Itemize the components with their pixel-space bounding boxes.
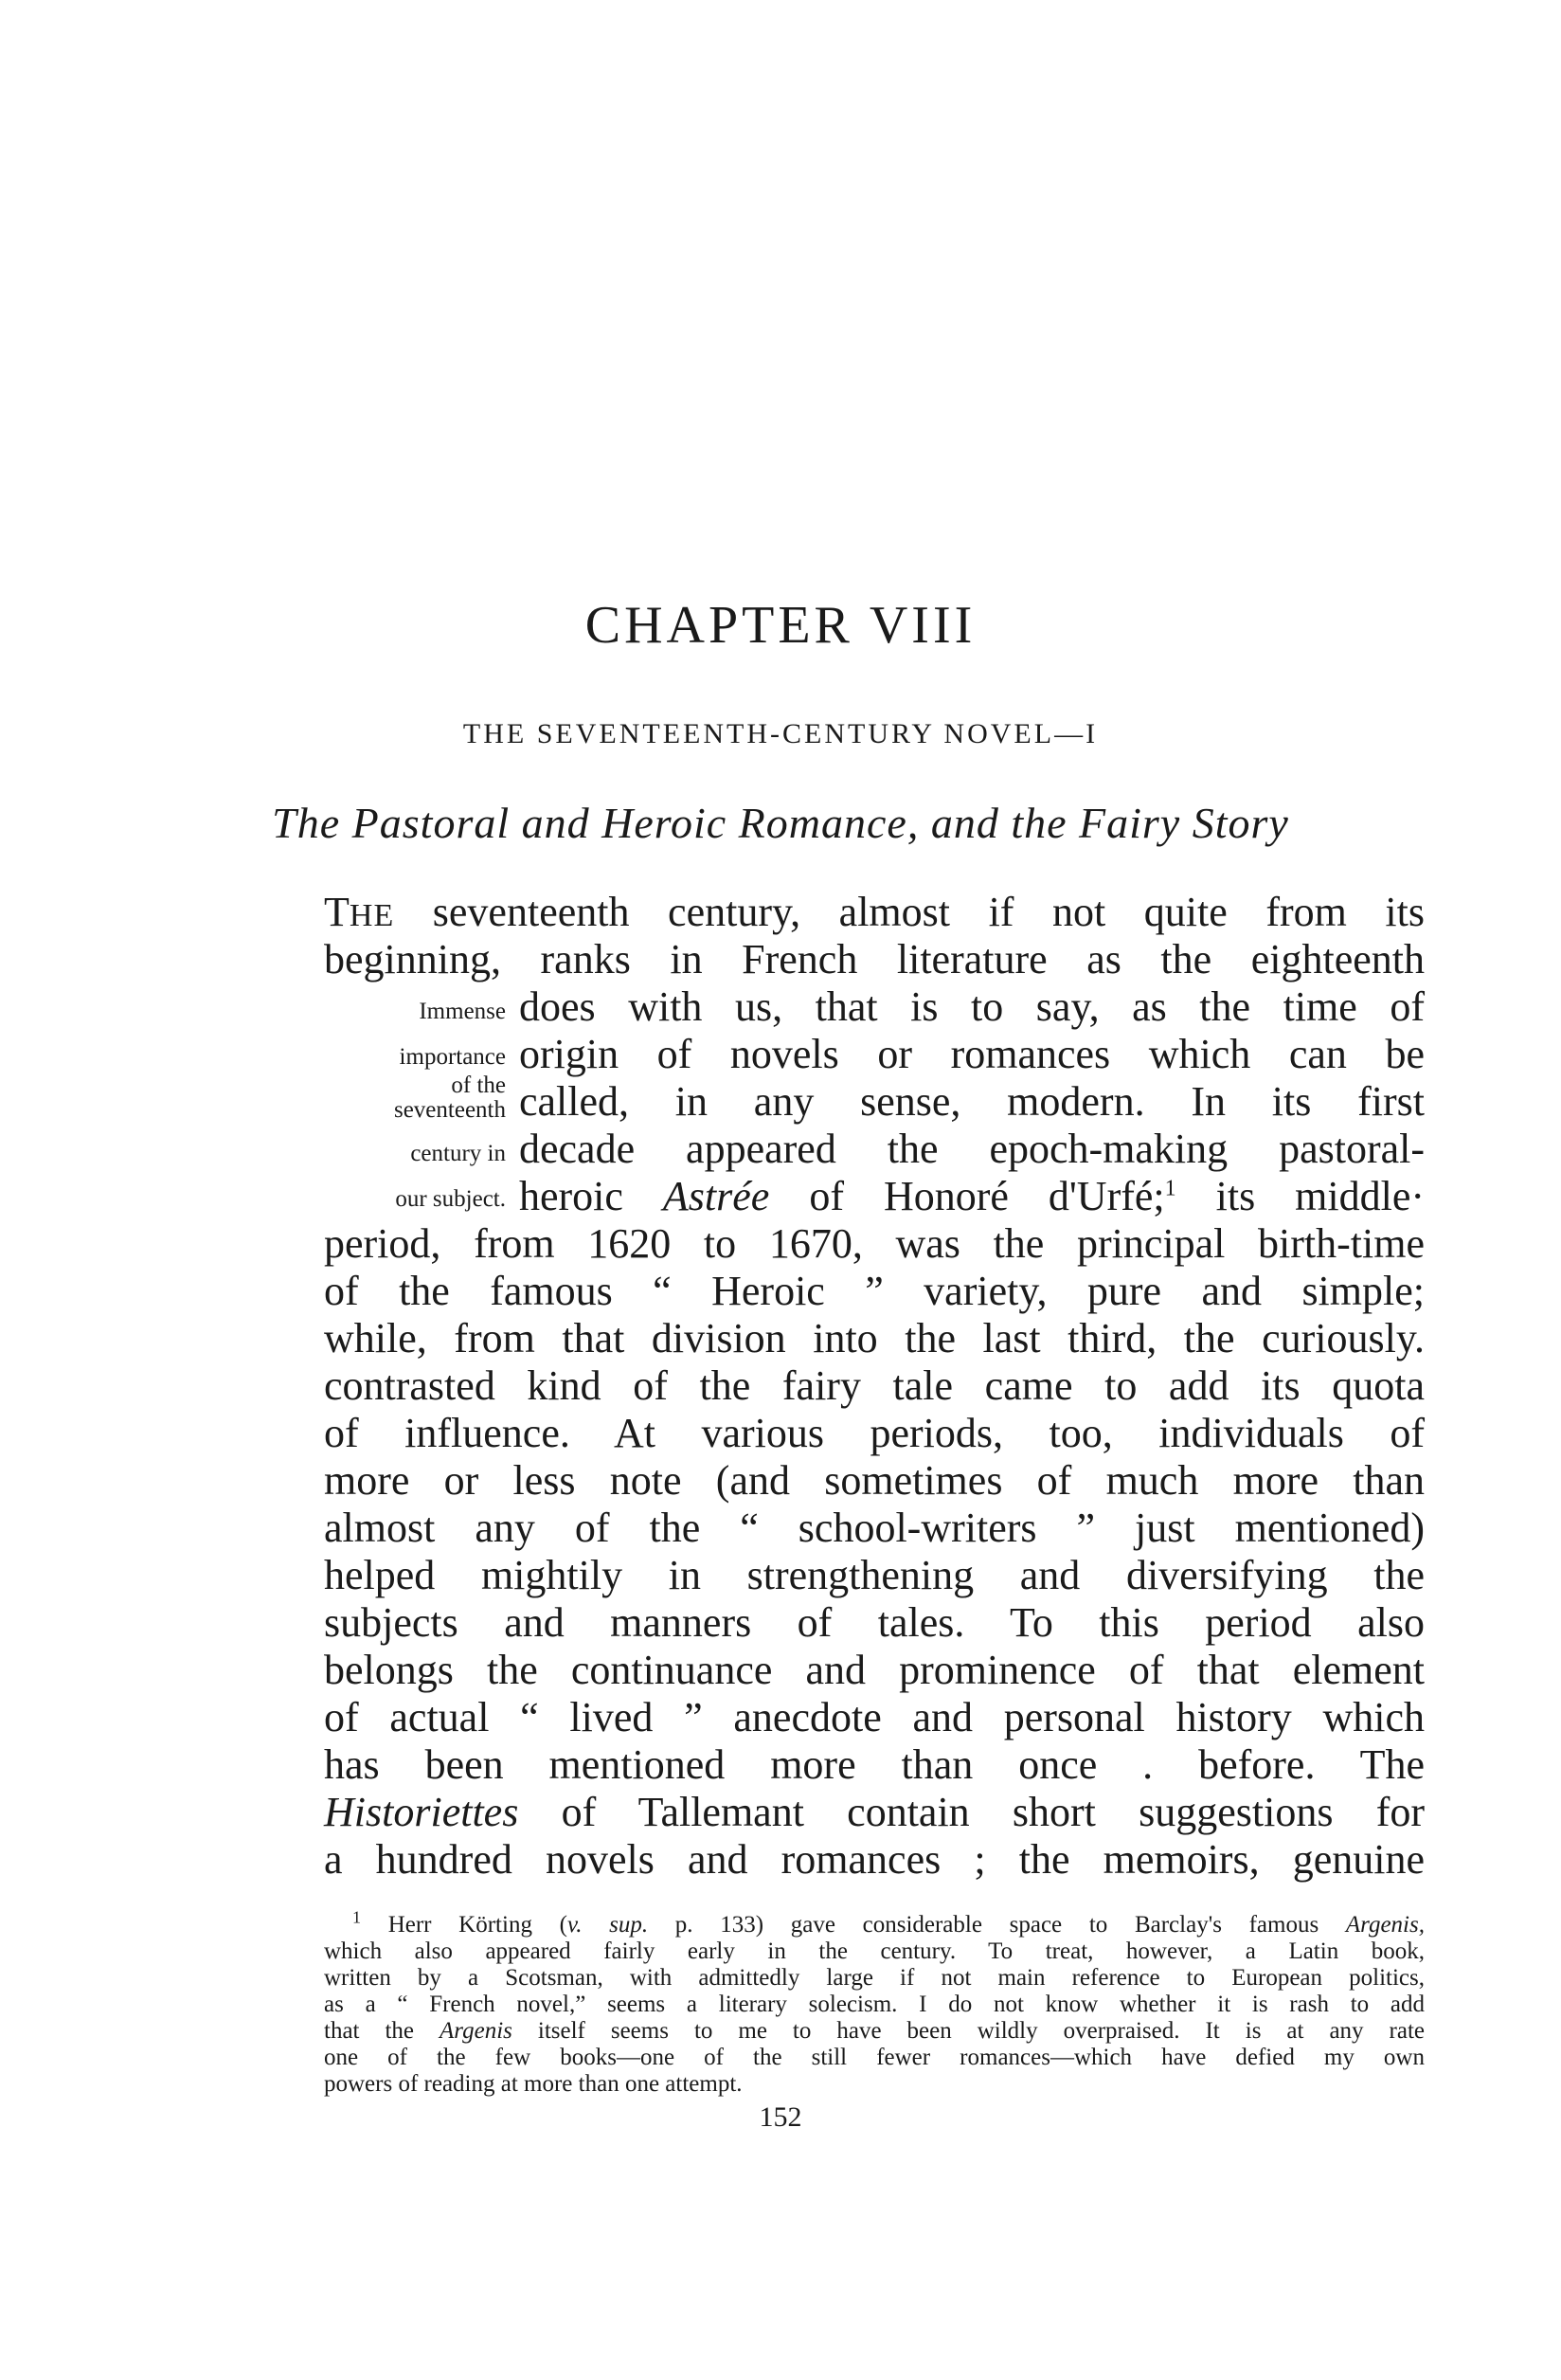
chapter-title: THE SEVENTEENTH-CENTURY NOVEL—I (462, 718, 1099, 749)
body-line: heroic Astrée of Honoré d'Urfé;$^1$ its middle· (519, 1173, 1426, 1219)
body-line: subjects and manners of tales. To this period also (324, 1599, 1425, 1646)
body-line: belongs the continuance and prominence of that element (324, 1647, 1425, 1693)
body-line: origin of novels or romances which can be (519, 1031, 1425, 1077)
footnote-line: as a “ French novel,” seems a literary solecism. I do not know whether it is rash to add (324, 1992, 1425, 2017)
footnote-line: written by a Scotsman, with admittedly large if not main reference to European politics, (324, 1965, 1425, 1991)
opening-word: THE (324, 889, 395, 935)
body-line: has been mentioned more than once . before. The (324, 1741, 1425, 1788)
body-line: more or less note (and sometimes of much more than (324, 1457, 1425, 1504)
body-line: of influence. At various periods, too, individuals of (324, 1410, 1425, 1456)
chapter-subtitle: The Pastoral and Heroic Romance, and the Fairy Story (272, 799, 1289, 847)
margin-note-line: importance (399, 1044, 506, 1070)
body-line: of the famous “ Heroic ” variety, pure and simple; (324, 1268, 1425, 1314)
body-line: of actual “ lived ” anecdote and personal history which (324, 1694, 1425, 1740)
italic-title: Astrée (662, 1173, 770, 1219)
margin-note-line: our subject. (395, 1186, 506, 1212)
body-line: almost any of the “ school-writers ” just mentioned) (324, 1505, 1425, 1551)
footnote-marker: 1 (352, 1907, 361, 1927)
footnote-line: that the Argenis itself seems to me to have been wildly overpraised. It is at any rate (324, 2018, 1426, 2044)
margin-note-line: seventeenth (393, 1097, 506, 1123)
chapter-number: CHAPTER VIII (584, 596, 977, 655)
body-line: while, from that division into the last third, the curiously. (324, 1315, 1425, 1361)
body-line: called, in any sense, modern. In its first (519, 1078, 1425, 1125)
body-line: does with us, that is to say, as the time of (519, 983, 1425, 1030)
body-line: Historiettes of Tallemant contain short suggestions for (324, 1789, 1426, 1835)
margin-note-line: Immense (419, 999, 506, 1024)
body-line: beginning, ranks in French literature as the eighteenth (324, 936, 1425, 983)
footnote-reference: 1 (1164, 1176, 1176, 1201)
body-line: contrasted kind of the fairy tale came to add its quota (324, 1362, 1425, 1409)
body-line: period, from 1620 to 1670, was the principal birth-time (324, 1220, 1425, 1267)
body-line: a hundred novels and romances ; the memoirs, genuine (324, 1836, 1425, 1883)
italic-title: Historiettes (324, 1789, 519, 1835)
body-line: helped mightily in strengthening and diversifying the (324, 1552, 1425, 1598)
margin-note-line: of the (451, 1073, 506, 1098)
margin-note-line: century in (410, 1141, 506, 1166)
footnote-line: one of the few books—one of the still fewer romances—which have defied my own (324, 2045, 1425, 2070)
footnote-line: which also appeared fairly early in the century. To treat, however, a Latin book, (324, 1938, 1425, 1964)
body-line: decade appeared the epoch-making pastoral- (519, 1126, 1425, 1172)
page-number: 152 (759, 2101, 802, 2133)
body-line: THE seventeenth century, almost if not quite from its (324, 889, 1425, 935)
footnote-line: $^1$ Herr Körting (v. sup. p. 133) gave considerable space to Barclay's famous Argenis, (352, 1907, 1425, 1938)
footnote-line: powers of reading at more than one attempt. (324, 2071, 743, 2097)
